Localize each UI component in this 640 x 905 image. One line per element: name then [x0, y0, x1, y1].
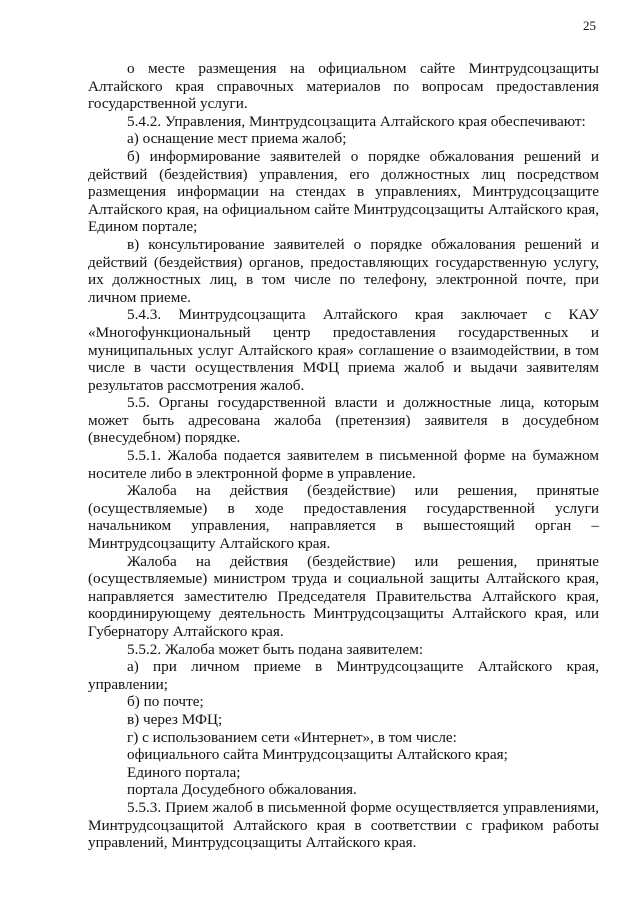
list-item: б) информирование заявителей о порядке обжалования решений и действий (бездействия) управления, его должностных лиц посредством размещения информации на стендах в управлениях, Минтрудсоцзащите Алтайского края, на официальном сайте Минтрудсоцзащиты Алтайского края, Едином портале;: [88, 147, 599, 236]
document-body: [88, 60, 599, 852]
page-number: 25: [583, 18, 596, 33]
list-item: б) по почте;: [127, 693, 204, 711]
paragraph: 5.5.1. Жалоба подается заявителем в письменной форме на бумажном носителе либо в электронной форме в управление.: [88, 447, 599, 482]
list-item: Единого портала;: [127, 763, 241, 781]
paragraph: Жалоба на действия (бездействие) или решения, принятые (осуществляемые) в ходе предоставления государственной услуги начальником управления, направляется в вышестоящий орган – Минтрудсоцзащиту Алтайского края.: [88, 482, 599, 553]
list-item: а) оснащение мест приема жалоб;: [127, 130, 347, 148]
list-item: а) при личном приеме в Минтрудсоцзащите Алтайского края, управлении;: [88, 658, 599, 693]
paragraph: 5.5. Органы государственной власти и должностные лица, которым может быть адресована жалоба (претензия) заявителя в досудебном (внесудебном) порядке.: [88, 394, 599, 447]
paragraph: 5.5.3. Прием жалоб в письменной форме осуществляется управлениями, Минтрудсоцзащитой Алтайского края в соответствии с графиком работы управлений, Минтрудсоцзащиты Алтайского края.: [88, 798, 599, 852]
paragraph: 5.4.3. Минтрудсоцзащита Алтайского края заключает с КАУ «Многофункциональный центр предоставления государственных и муниципальных услуг Алтайского края» соглашение о взаимодействии, в том числе в части осуществления МФЦ приема жалоб и выдачи заявителям результатов рассмотрения жалоб.: [88, 306, 599, 394]
list-item: официального сайта Минтрудсоцзащиты Алтайского края;: [127, 746, 508, 764]
paragraph: о месте размещения на официальном сайте Минтрудсоцзащиты Алтайского края справочных материалов по вопросам предоставления государственной услуги.: [88, 60, 599, 113]
list-item: в) через МФЦ;: [127, 710, 223, 728]
list-item: в) консультирование заявителей о порядке обжалования решений и действий (бездействия) органов, предоставляющих государственную услугу, их должностных лиц, в том числе по телефону, электронной почте, при личном приеме.: [88, 235, 599, 306]
list-item: портала Досудебного обжалования.: [127, 781, 357, 799]
list-item: г) с использованием сети «Интернет», в том числе:: [127, 728, 457, 746]
paragraph: 5.5.2. Жалоба может быть подана заявителем:: [127, 640, 424, 658]
paragraph: 5.4.2. Управления, Минтрудсоцзащита Алтайского края обеспечивают:: [127, 112, 586, 130]
paragraph: Жалоба на действия (бездействие) или решения, принятые (осуществляемые) министром труда и социальной защиты Алтайского края, направляется заместителю Председателя Правительства Алтайского края, координирующему деятельность Минтрудсоцзащиты Алтайского края, или Губернатору Алтайского края.: [88, 552, 599, 640]
